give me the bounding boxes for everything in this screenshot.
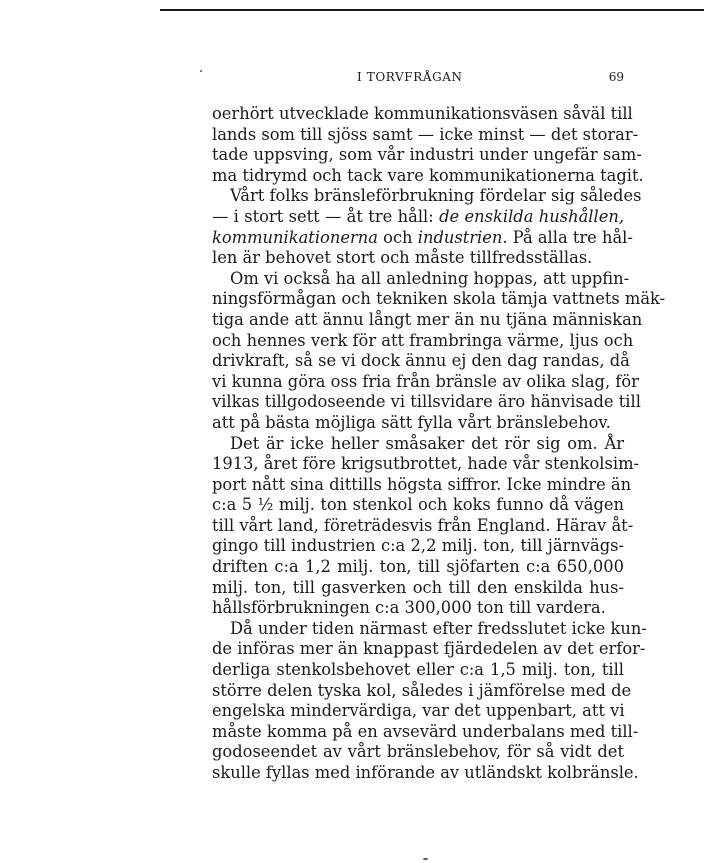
text-line: tade uppsving, som vår industri under ungefär sam- (212, 145, 642, 165)
ink-speck (200, 70, 202, 72)
text-span: — i stort sett — åt tre håll: (212, 206, 434, 226)
text-line: vi kunna göra oss fria från bränsle av olika slag, för (212, 371, 639, 391)
text-line: Vårt folks bränsleförbrukning fördelar sig således (230, 186, 642, 206)
body-text (212, 104, 666, 784)
running-title: I TORVFRÅGAN (357, 70, 463, 84)
text-line: drivkraft, så se vi dock ännu ej den dag randas, då (212, 351, 630, 371)
text-line (212, 227, 633, 249)
text-line: engelska mindervärdiga, var det uppenbart, att vi (212, 701, 625, 721)
text-line: milj. ton, till gasverken och till den enskilda hus- (212, 577, 624, 597)
text-line: Om vi också ha all anledning hoppas, att uppfin- (230, 268, 630, 288)
italic-phrase: industrien. (417, 227, 508, 247)
italic-phrase: de enskilda hushållen, (439, 206, 624, 226)
text-line: tiga ande att ännu långt mer än nu tjäna människan (212, 309, 643, 329)
text-line: port nått sina dittills högsta siffror. Icke mindre än (212, 474, 632, 494)
text-line: gingo till industrien c:a 2,2 milj. ton, till järnvägs- (212, 536, 624, 556)
text-line: lands som till sjöss samt — icke minst — det storar- (212, 124, 639, 144)
text-line: c:a 5 ½ milj. ton stenkol och koks funno då vägen (212, 495, 624, 515)
text-line: större delen tyska kol, således i jämförelse med de (212, 680, 632, 700)
text-line: derliga stenkolsbehovet eller c:a 1,5 milj. ton, till (212, 660, 624, 680)
text-line: och hennes verk för att frambringa värme, ljus och (212, 330, 634, 350)
text-line: Då under tiden närmast efter fredsslutet icke kun- (230, 618, 647, 638)
text-line: till vårt land, företrädesvis från England. Härav åt- (212, 515, 634, 535)
text-line: ningsförmågan och tekniken skola tämja vattnets mäk- (212, 289, 666, 309)
text-line: oerhört utvecklade kommunikationsväsen såväl till (212, 104, 633, 123)
text-line: Det är icke heller småsaker det rör sig om. År (230, 433, 624, 453)
text-line: måste komma på en avsevärd underbalans med till- (212, 721, 639, 741)
text-span: På alla tre hål- (512, 227, 633, 247)
text-line: de införas mer än knappast fjärdedelen av det erfor- (212, 639, 646, 659)
italic-phrase: kommunikationerna (212, 227, 378, 247)
text-line: driften c:a 1,2 milj. ton, till sjöfarten c:a 650,000 (212, 557, 624, 577)
text-line: hållsförbrukningen c:a 300,000 ton till vardera. (212, 598, 606, 618)
text-line: 1913, året före krigsutbrottet, hade vår stenkolsim- (212, 454, 640, 474)
ink-speck (423, 858, 428, 860)
text-line: ma tidrymd och tack vare kommunikationerna tagit. (212, 165, 644, 185)
text-line: len är behovet stort och måste tillfredsställas. (212, 248, 593, 268)
running-header (212, 70, 624, 88)
text-line: att på bästa möjliga sätt fylla vårt bränslebehov. (212, 412, 611, 432)
text-line: godoseendet av vårt bränslebehov, för så vidt det (212, 742, 624, 762)
top-rule (160, 9, 704, 11)
text-span: och (383, 227, 413, 247)
text-line (212, 207, 624, 228)
page-number: 69 (608, 70, 624, 84)
text-line: skulle fyllas med införande av utländskt kolbränsle. (212, 763, 639, 782)
text-line: vilkas tillgodoseende vi tillsvidare äro hänvisade till (212, 392, 641, 412)
